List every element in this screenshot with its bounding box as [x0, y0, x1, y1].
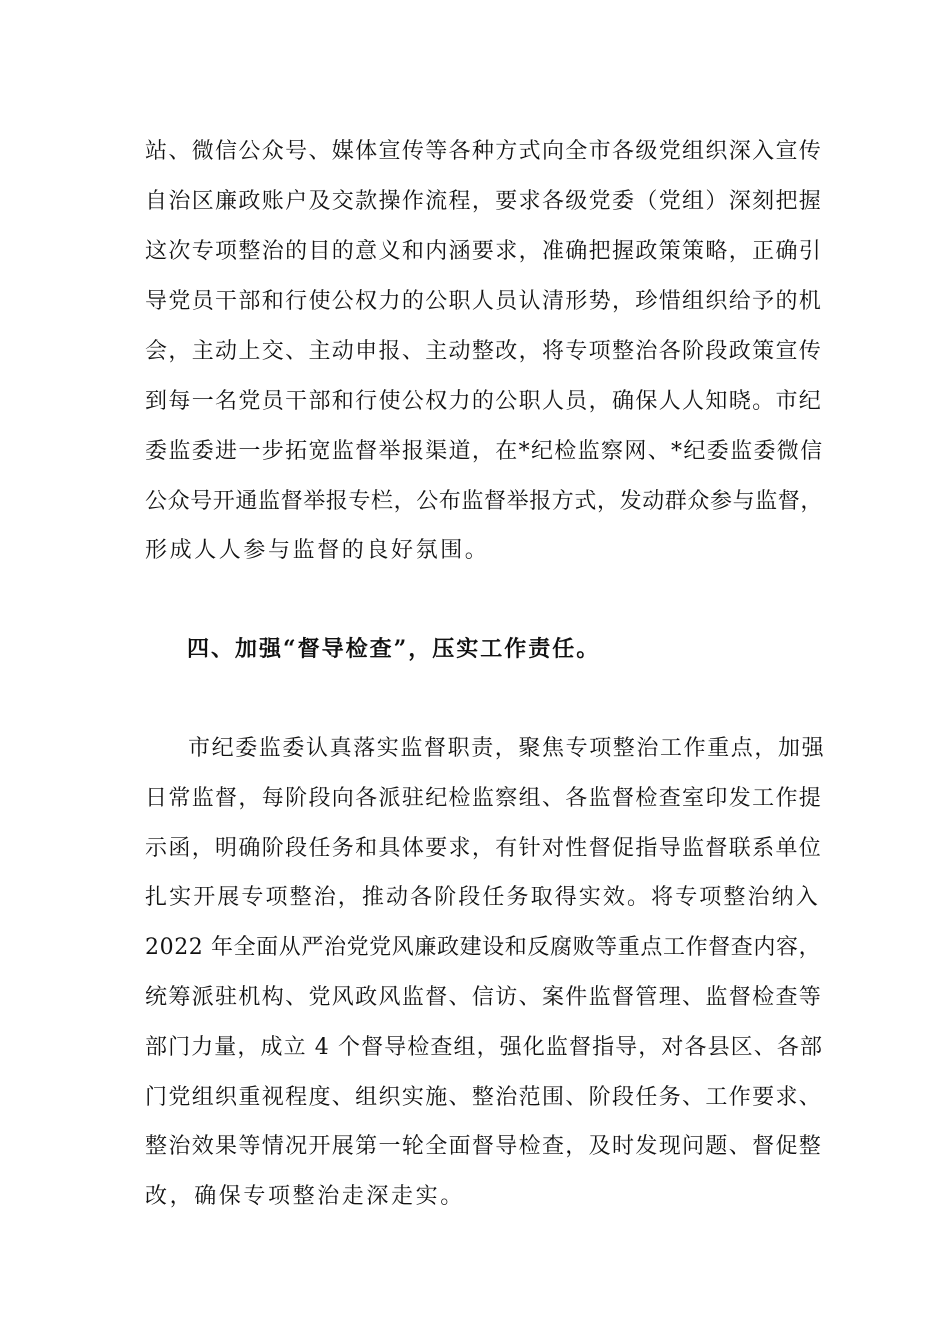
paragraph-line: 门党组织重视程度、组织实施、整治范围、阶段任务、工作要求、 — [145, 1085, 823, 1110]
paragraph-line: 市纪委监委认真落实监督职责，聚焦专项整治工作重点，加强 — [188, 736, 826, 761]
paragraph-line: 部门力量，成立 4 个督导检查组，强化监督指导，对各县区、各部 — [145, 1035, 824, 1060]
paragraph-line: 日常监督，每阶段向各派驻纪检监察组、各监督检查室印发工作提 — [145, 786, 823, 811]
paragraph-line: 扎实开展专项整治，推动各阶段任务取得实效。将专项整治纳入 — [145, 885, 820, 910]
paragraph-line: 委监委进一步拓宽监督举报渠道，在*纪检监察网、*纪委监委微信 — [145, 439, 824, 464]
paragraph-line: 整治效果等情况开展第一轮全面督导检查，及时发现问题、督促整 — [145, 1134, 823, 1159]
paragraph-line: 到每一名党员干部和行使公权力的公职人员，确保人人知晓。市纪 — [145, 389, 823, 414]
paragraph-line: 公众号开通监督举报专栏，公布监督举报方式，发动群众参与监督， — [145, 489, 824, 514]
paragraph-line: 站、微信公众号、媒体宣传等各种方式向全市各级党组织深入宣传 — [145, 139, 823, 164]
paragraph-line: 自治区廉政账户及交款操作流程，要求各级党委（党组）深刻把握 — [145, 189, 823, 214]
paragraph-line: 会，主动上交、主动申报、主动整改，将专项整治各阶段政策宣传 — [145, 339, 823, 364]
paragraph-line: 统筹派驻机构、党风政风监督、信访、案件监督管理、监督检查等 — [145, 985, 823, 1010]
paragraph-line: 改，确保专项整治走深走实。 — [145, 1184, 465, 1209]
paragraph-line: 这次专项整治的目的意义和内涵要求，准确把握政策策略，正确引 — [145, 239, 823, 264]
paragraph-line: 导党员干部和行使公权力的公职人员认清形势，珍惜组织给予的机 — [145, 289, 823, 314]
paragraph-line: 2022 年全面从严治党党风廉政建设和反腐败等重点工作督查内容， — [145, 935, 822, 960]
paragraph-line: 示函，明确阶段任务和具体要求，有针对性督促指导监督联系单位 — [145, 836, 823, 861]
paragraph-line: 形成人人参与监督的良好氛围。 — [145, 538, 490, 563]
section-heading: 四、加强“督导检查”，压实工作责任。 — [187, 636, 601, 662]
